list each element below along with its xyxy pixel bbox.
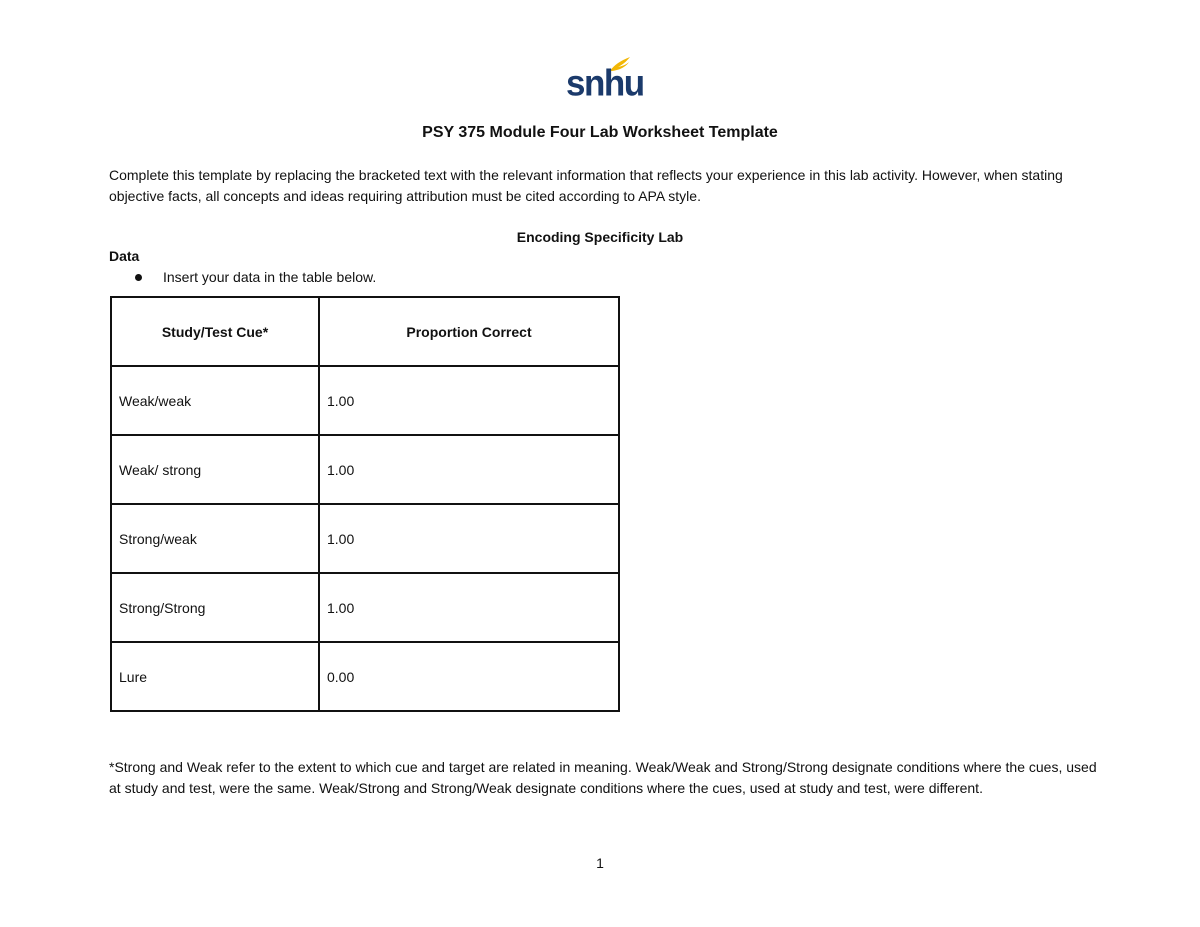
value-cell: 1.00 <box>319 366 619 435</box>
table-header-row <box>111 297 619 366</box>
value-cell: 1.00 <box>319 435 619 504</box>
bullet-text: Insert your data in the table below. <box>163 269 377 285</box>
table-footnote: *Strong and Weak refer to the extent to which cue and target are related in meaning. Weak/Weak and Strong/Strong designate conditions where the cues, used at study and test, were the same. Weak/Strong and Strong/Weak designate conditions where the cues, used at study and test, were different. <box>109 759 1097 796</box>
table-row <box>111 366 619 435</box>
cue-cell: Lure <box>111 642 319 711</box>
table-row <box>111 573 619 642</box>
snhu-logo <box>562 56 644 104</box>
cue-cell: Weak/weak <box>111 366 319 435</box>
cue-cell: Strong/weak <box>111 504 319 573</box>
table-row <box>111 642 619 711</box>
header-study-test-cue: Study/Test Cue* <box>111 297 319 366</box>
value-cell: 1.00 <box>319 573 619 642</box>
page-number: 1 <box>596 855 604 871</box>
section-title: Encoding Specificity Lab <box>516 229 684 245</box>
document-title: PSY 375 Module Four Lab Worksheet Template <box>422 124 778 141</box>
data-table <box>110 296 620 712</box>
value-cell: 0.00 <box>319 642 619 711</box>
value-cell: 1.00 <box>319 504 619 573</box>
cue-cell: Strong/Strong <box>111 573 319 642</box>
header-proportion-correct: Proportion Correct <box>319 297 619 366</box>
table-row <box>111 504 619 573</box>
logo-text: snhu <box>566 63 644 104</box>
bullet-item <box>135 267 376 287</box>
table-row <box>111 435 619 504</box>
intro-paragraph: Complete this template by replacing the bracketed text with the relevant information that reflects your experience in this lab activity. However, when stating objective facts, all concepts and ideas requiring attribution must be cited according to APA style. <box>109 167 1063 204</box>
cue-cell: Weak/ strong <box>111 435 319 504</box>
bullet-icon <box>135 274 142 281</box>
data-heading: Data <box>109 248 140 264</box>
